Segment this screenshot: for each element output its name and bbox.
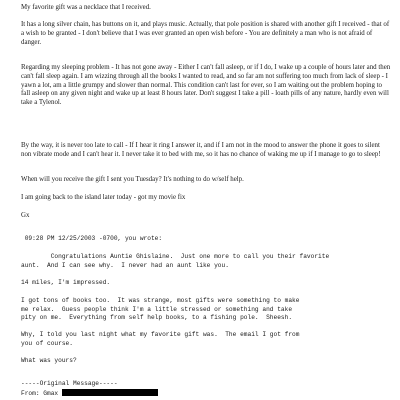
paragraph-favorite-gift: My favorite gift was a necklace that I received. — [21, 4, 151, 12]
paragraph-gift-question: When will you receive the gift I sent you Tuesday? It's nothing to do w/self help. — [21, 176, 244, 184]
original-message-divider: -----Original Message----- — [21, 380, 118, 388]
paragraph-silver-chain: It has a long silver chain, has buttons on it, and plays music. Actually, that pole position is shared with another gift I received - that of a wish to be granted - I don't believe that I was ever granted an open wish before - You are definitely a man who is not afraid of danger. — [21, 21, 390, 46]
quote-line: Congratulations Auntie Ghislaine. Just one more to call you their favorite — [21, 253, 330, 261]
quote-line: What was yours? — [21, 356, 77, 364]
quote-line: me relax. Guess people think I'm a little stressed or something and take — [21, 305, 293, 313]
reply-header: 09:28 PM 12/25/2003 -0700, you wrote: — [21, 235, 163, 243]
quote-line: aunt. And I can see why. I never had an aunt like you. — [21, 262, 229, 270]
redaction-block — [62, 389, 158, 396]
from-label: From: Gmax — [21, 390, 59, 398]
paragraph-sleeping-problem: Regarding my sleeping problem - It has not gone away - Either I can't fall asleep, or if I do, I wake up a couple of hours later and then can't fall sleep again. I am wizzing through all the books I wanted to read, and so far am not suffering too much from lack of sleep - I yawn a lot, am a little grumpy and slower than normal. This condition can't last for ever, so I am waiting out the problem hoping to fall asleep on any given night and wake up at least 8 hours later. Don't suggest I take a pill - loath pills of any nature, hardly even will take a Tylenol. — [21, 64, 391, 106]
from-line — [21, 389, 391, 399]
signature: Gx — [21, 211, 30, 219]
quote-line: 14 miles, I'm impressed. — [21, 279, 111, 287]
quote-line: I got tons of books too. It was strange, most gifts were something to make — [21, 296, 300, 304]
paragraph-island: I am going back to the island later today - got my movie fix — [21, 194, 186, 202]
paragraph-phone: By the way, it is never too late to call - If I hear it ring I answer it, and if I am not in the mood to answer the phone it goes to silent non vibrate mode and I can't hear it. I never take it to bed with me, so it has no chance of waking me up if I manage to go to sleep! — [21, 142, 381, 158]
quote-line: Why, I told you last night what my favorite gift was. The email I got from — [21, 330, 300, 338]
quote-line: you of course. — [21, 339, 73, 347]
quote-line: pity on me. Everything from self help books, to a fishing pole. Sheesh. — [21, 313, 293, 321]
